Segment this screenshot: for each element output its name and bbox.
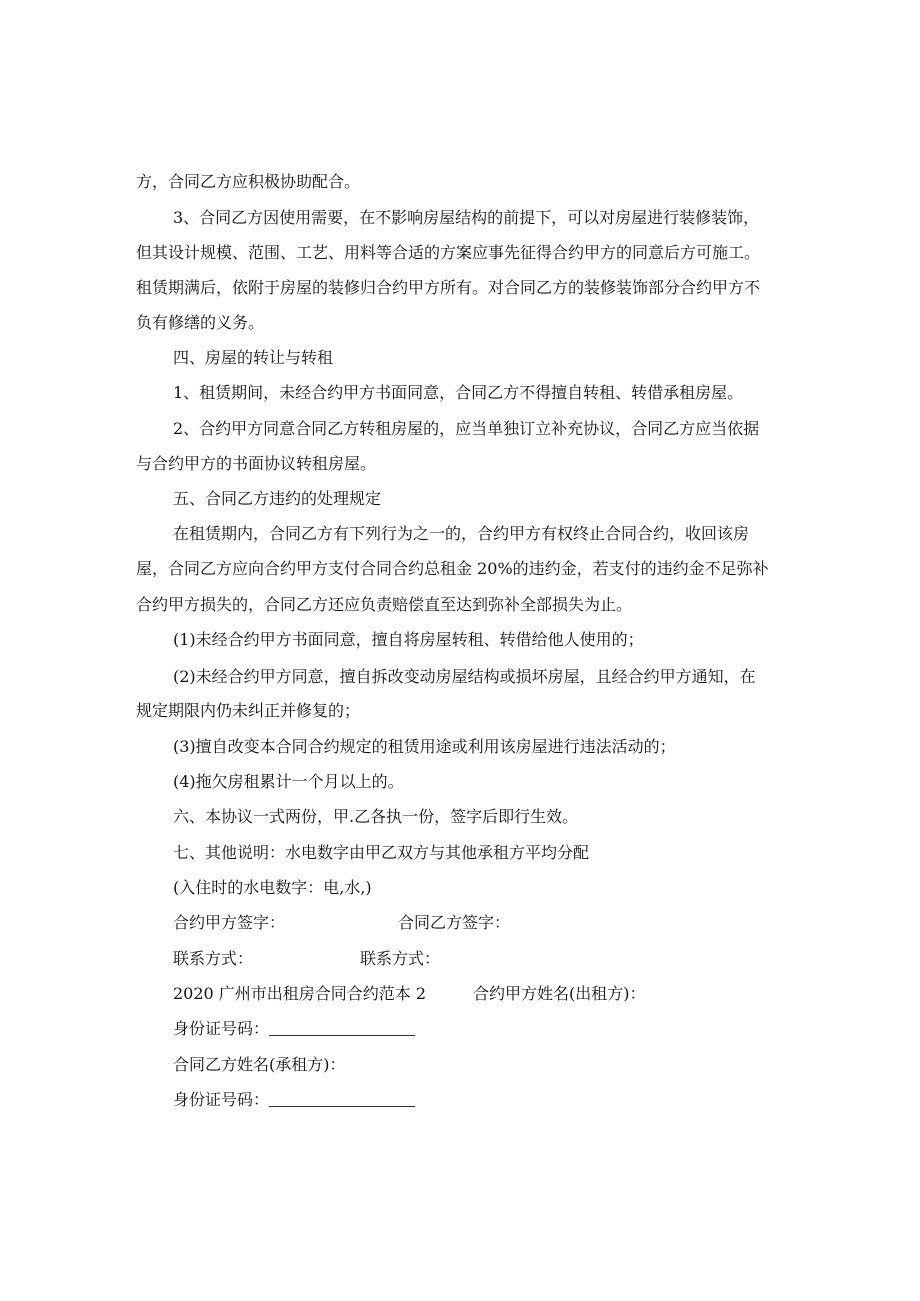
paragraph-line: 1、租赁期间，未经合约甲方书面同意，合同乙方不得擅自转租、转借承租房屋。: [173, 383, 744, 402]
paragraph-line: (2)未经合约甲方同意，擅自拆改变动房屋结构或损坏房屋，且经合约甲方通知，在: [173, 667, 756, 686]
id-number-blank: [269, 1021, 415, 1036]
paragraph-line: (3)擅自改变本合同合约规定的租赁用途或利用该房屋进行违法活动的；: [173, 737, 676, 756]
section-heading: 五、合同乙方违约的处理规定: [173, 489, 382, 508]
id-number-label: 身份证号码：: [173, 1019, 270, 1038]
paragraph-line: 与合约甲方的书面协议转租房屋。: [136, 454, 377, 473]
section-heading: 四、房屋的转让与转租: [173, 348, 334, 367]
paragraph-line: (入住时的水电数字：电,水,): [173, 878, 372, 897]
paragraph-line: 在租赁期内，合同乙方有下列行为之一的，合约甲方有权终止合同合约，收回该房: [173, 524, 750, 543]
id-number-label: 身份证号码：: [173, 1090, 270, 1109]
section-heading: 六、本协议一式两份，甲.乙各执一份，签字后即行生效。: [173, 807, 579, 826]
sign-b-label: 合同乙方签字：: [398, 913, 511, 932]
paragraph-line: (1)未经合约甲方书面同意，擅自将房屋转租、转借给他人使用的；: [173, 630, 644, 649]
section-heading: 七、其他说明：水电数字由甲乙双方与其他承租方平均分配: [173, 843, 590, 862]
id-number-row: [173, 1019, 415, 1039]
id-number-blank: [269, 1092, 415, 1107]
id-number-row: [173, 1090, 415, 1110]
paragraph-line: 但其设计规模、范围、工艺、用料等合适的方案应事先征得合约甲方的同意后方可施工。: [136, 243, 761, 262]
paragraph-line: 2、合约甲方同意合同乙方转租房屋的，应当单独订立补充协议，合同乙方应当依据: [173, 419, 760, 438]
paragraph-line: 3、合同乙方因使用需要，在不影响房屋结构的前提下，可以对房屋进行装修装饰，: [173, 208, 760, 227]
paragraph-line: 负有修缮的义务。: [136, 313, 265, 332]
landlord-name-label: 合约甲方姓名(出租方)：: [473, 984, 646, 1003]
contact-a-label: 联系方式：: [173, 949, 254, 968]
paragraph-line: 规定期限内仍未纠正并修复的；: [136, 701, 361, 720]
sign-a-label: 合约甲方签字：: [173, 913, 286, 932]
paragraph-line: (4)拖欠房租累计一个月以上的。: [173, 772, 404, 791]
contact-b-label: 联系方式：: [360, 949, 441, 968]
template-title: 2020 广州市出租房合同合约范本 2: [173, 984, 427, 1003]
paragraph-line: 租赁期满后，依附于房屋的装修归合约甲方所有。对合同乙方的装修装饰部分合约甲方不: [136, 278, 761, 297]
paragraph-line: 方，合同乙方应积极协助配合。: [136, 172, 361, 191]
tenant-name-label: 合同乙方姓名(承租方)：: [173, 1055, 346, 1074]
paragraph-line: 合约甲方损失的，合同乙方还应负责赔偿直至达到弥补全部损失为止。: [136, 595, 633, 614]
paragraph-line: 屋，合同乙方应向合约甲方支付合同合约总租金 20%的违约金，若支付的违约金不足弥补: [136, 559, 769, 578]
